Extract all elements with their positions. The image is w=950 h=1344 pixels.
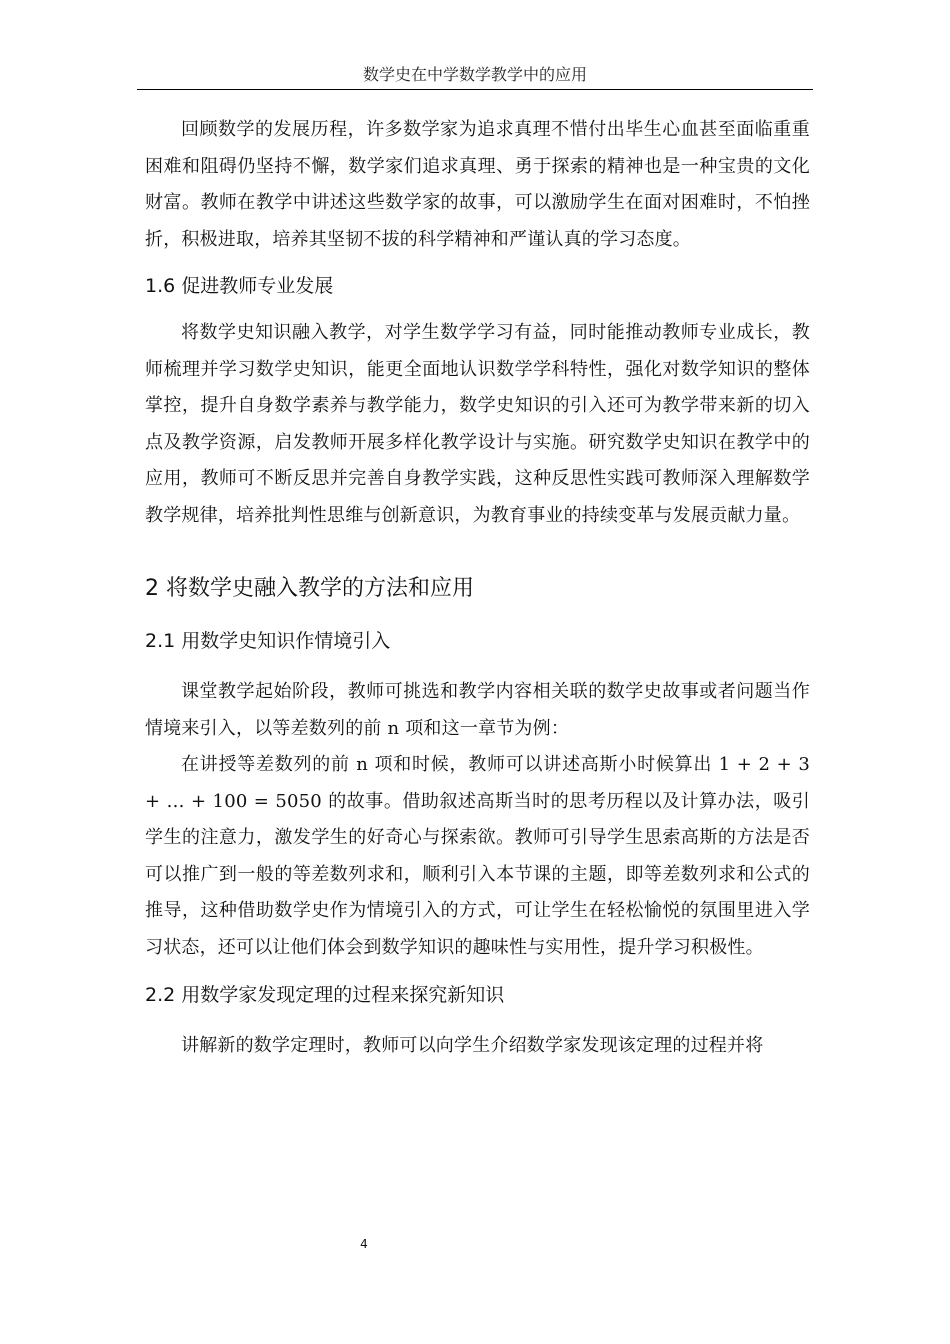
heading-2-2: 2.2 用数学家发现定理的过程来探究新知识 <box>145 984 505 1006</box>
heading-1-6: 1.6 促进教师专业发展 <box>145 275 334 297</box>
page-number: 4 <box>360 1237 368 1251</box>
header-divider <box>137 89 813 90</box>
paragraph-context-intro: 课堂教学起始阶段，教师可挑选和教学内容相关联的数学史故事或者问题当作情境来引入，以等差数列的前 n 项和这一章节为例： <box>145 681 810 739</box>
paragraph-gauss-example: 在讲授等差数列的前 n 项和时候，教师可以讲述高斯小时候算出 1 + 2 + 3 + … + 100 = 5050 的故事。借助叙述高斯当时的思考历程以及计算办法，吸引学生的注意力，激发学生的好奇心与探索欲。教师可引导学生思索高斯的方法是否可以推广到一般的等差数列求和，顺利引入本节课的主题，即等差数列求和公式的推导，这种借助数学史作为情境引入的方式，可让学生在轻松愉悦的氛围里进入学习状态，还可以让他们体会到数学知识的趣味性与实用性，提升学习积极性。 <box>145 754 810 958</box>
running-header: 数学史在中学数学教学中的应用 <box>362 65 587 84</box>
paragraph-teacher-development: 将数学史知识融入教学，对学生数学学习有益，同时能推动教师专业成长，教师梳理并学习数学史知识，能更全面地认识数学学科特性，强化对数学知识的整体掌控，提升自身数学素养与教学能力，数学史知识的引入还可为教学带来新的切入点及教学资源，启发教师开展多样化教学设计与实施。研究数学史知识在教学中的应用，教师可不断反思并完善自身教学实践，这种反思性实践可教师深入理解数学教学规律，培养批判性思维与创新意识，为教育事业的持续变革与发展贡献力量。 <box>145 322 810 526</box>
heading-2-1: 2.1 用数学史知识作情境引入 <box>145 630 391 652</box>
page-body <box>145 112 810 1065</box>
heading-chapter-2: 2 将数学史融入教学的方法和应用 <box>145 576 474 601</box>
paragraph-history-spirit: 回顾数学的发展历程，许多数学家为追求真理不惜付出毕生心血甚至面临重重困难和阻碍仍坚持不懈，数学家们追求真理、勇于探索的精神也是一种宝贵的文化财富。教师在教学中讲述这些数学家的故事，可以激励学生在面对困难时，不怕挫折，积极进取，培养其坚韧不拔的科学精神和严谨认真的学习态度。 <box>145 119 810 250</box>
paragraph-theorem-discovery: 讲解新的数学定理时，教师可以向学生介绍数学家发现该定理的过程并将 <box>181 1035 764 1056</box>
